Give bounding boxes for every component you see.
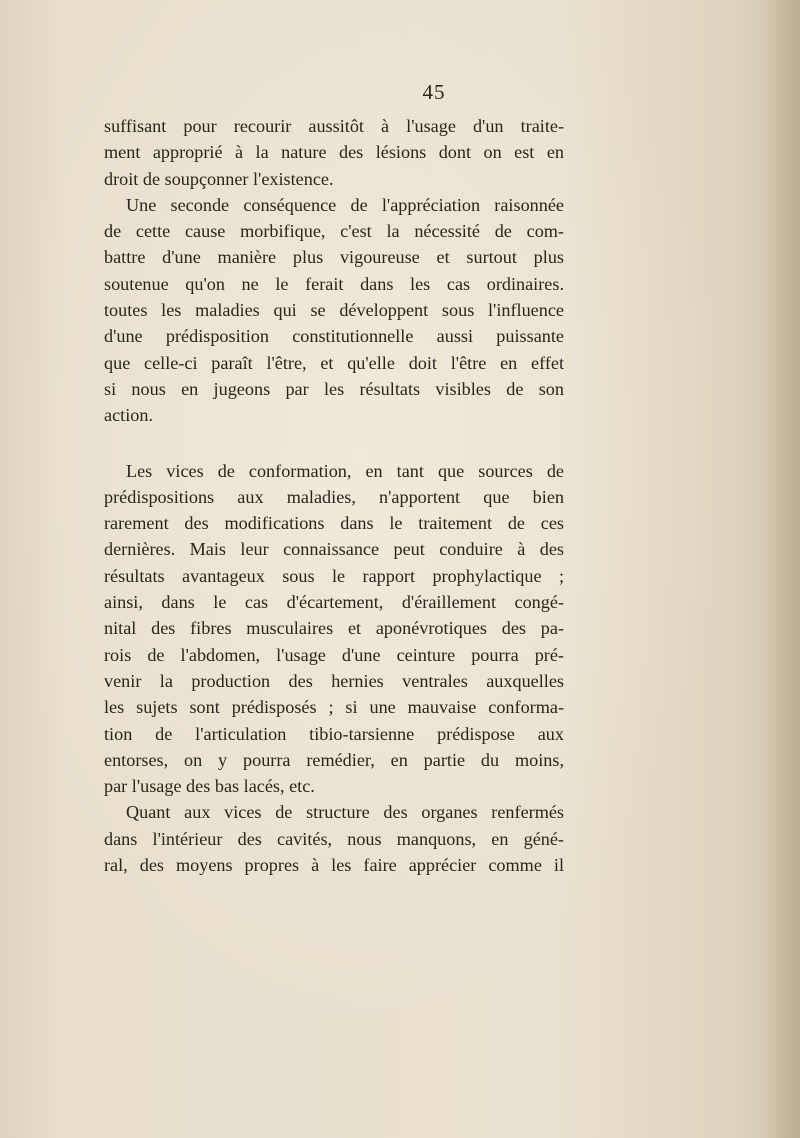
text-line: d'une prédisposition constitutionnelle aussi puissante <box>104 326 564 347</box>
text-line: suffisant pour recourir aussitôt à l'usage d'un traite- <box>104 116 564 136</box>
text-line: rois de l'abdomen, l'usage d'une ceinture pourra pré- <box>104 644 564 665</box>
text-line: dans l'intérieur des cavités, nous manquons, en géné- <box>104 828 564 849</box>
body-text <box>104 113 564 878</box>
text-line: soutenue qu'on ne le ferait dans les cas ordinaires. <box>104 273 564 294</box>
page-number: 45 <box>422 80 446 104</box>
text-line: ral, des moyens propres à les faire apprécier comme il <box>104 855 564 876</box>
text-line: prédispositions aux maladies, n'apportent que bien <box>104 486 564 507</box>
text-line: Une seconde conséquence de l'appréciation raisonnée <box>126 194 564 215</box>
text-line: droit de soupçonner l'existence. <box>104 168 334 189</box>
text-line: action. <box>104 405 153 426</box>
text-line: entorses, on y pourra remédier, en partie du moins, <box>104 749 564 770</box>
text-line: résultats avantageux sous le rapport prophylactique ; <box>104 565 564 586</box>
text-line: rarement des modifications dans le traitement de ces <box>104 513 564 534</box>
text-line: de cette cause morbifique, c'est la nécessité de com- <box>104 221 564 242</box>
text-line: nital des fibres musculaires et aponévrotiques des pa- <box>104 618 564 639</box>
page-edge-shadow <box>760 0 800 1138</box>
text-line: ainsi, dans le cas d'écartement, d'éraillement congé- <box>104 592 564 613</box>
text-line: si nous en jugeons par les résultats visibles de son <box>104 378 564 399</box>
text-line: que celle-ci paraît l'être, et qu'elle doit l'être en effet <box>104 352 564 373</box>
text-line: par l'usage des bas lacés, etc. <box>104 776 315 797</box>
text-line: tion de l'articulation tibio-tarsienne prédispose aux <box>104 723 564 744</box>
text-line: battre d'une manière plus vigoureuse et surtout plus <box>104 247 564 268</box>
paragraph-gap <box>104 429 564 458</box>
text-line: les sujets sont prédisposés ; si une mauvaise conforma- <box>104 697 564 718</box>
text-line: venir la production des hernies ventrales auxquelles <box>104 670 564 691</box>
text-line: Quant aux vices de structure des organes renfermés <box>126 802 564 823</box>
text-line: ment approprié à la nature des lésions dont on est en <box>104 142 564 163</box>
text-line: toutes les maladies qui se développent sous l'influence <box>104 300 564 321</box>
text-line: Les vices de conformation, en tant que sources de <box>126 460 564 481</box>
text-line: dernières. Mais leur connaissance peut conduire à des <box>104 539 564 560</box>
